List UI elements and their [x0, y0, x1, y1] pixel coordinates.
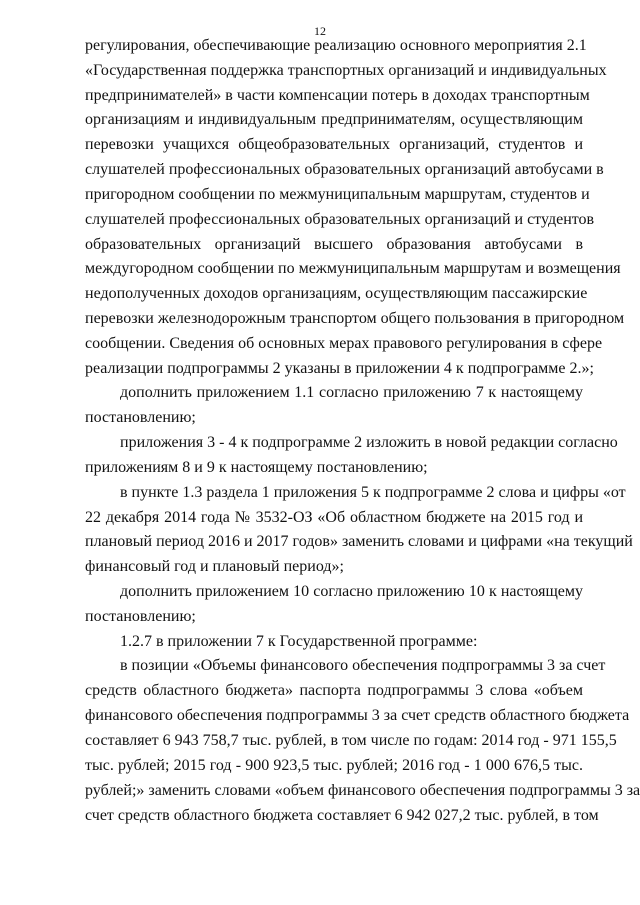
text-line: 1.2.7 в приложении 7 к Государственной программе:	[120, 633, 478, 650]
text-line: дополнить приложением 1.1 согласно приложению 7 к настоящему	[120, 384, 583, 401]
text-line: недополученных доходов организациям, осуществляющим пассажирские	[85, 285, 588, 302]
text-line: приложениям 8 и 9 к настоящему постановлению;	[85, 459, 428, 476]
text-line: финансового обеспечения подпрограммы 3 за счет средств областного бюджета	[85, 707, 630, 724]
text-line: предпринимателей» в части компенсации потерь в доходах транспортным	[85, 87, 590, 104]
text-line: средств областного бюджета» паспорта подпрограммы 3 слова «объем	[85, 682, 583, 699]
text-line: финансовый год и плановый период»;	[85, 558, 344, 575]
text-line: сообщении. Сведения об основных мерах правового регулирования в сфере	[85, 335, 603, 352]
text-line: слушателей профессиональных образовательных организаций и студентов	[85, 211, 595, 228]
text-line: тыс. рублей; 2015 год - 900 923,5 тыс. рублей; 2016 год - 1 000 676,5 тыс.	[85, 757, 583, 774]
text-line: в пункте 1.3 раздела 1 приложения 5 к подпрограмме 2 слова и цифры «от	[120, 484, 626, 501]
page-number: 12	[314, 24, 326, 38]
text-line: счет средств областного бюджета составляет 6 942 027,2 тыс. рублей, в том	[85, 807, 599, 824]
text-line: плановый период 2016 и 2017 годов» заменить словами и цифрами «на текущий	[85, 533, 633, 550]
text-line: «Государственная поддержка транспортных организаций и индивидуальных	[85, 62, 607, 79]
text-line: организациям и индивидуальным предпринимателям, осуществляющим	[85, 111, 583, 128]
text-line: перевозки учащихся общеобразовательных организаций, студентов и	[85, 136, 583, 153]
text-line: составляет 6 943 758,7 тыс. рублей, в том числе по годам: 2014 год - 971 155,5	[85, 732, 617, 749]
text-line: рублей;» заменить словами «объем финансового обеспечения подпрограммы 3 за	[85, 782, 640, 799]
text-line: реализации подпрограммы 2 указаны в приложении 4 к подпрограмме 2.»;	[85, 360, 594, 377]
text-line: образовательных организаций высшего образования автобусами в	[85, 236, 583, 253]
text-line: перевозки железнодорожным транспортом общего пользования в пригородном	[85, 310, 625, 327]
text-line: приложения 3 - 4 к подпрограмме 2 изложить в новой редакции согласно	[120, 434, 618, 451]
text-line: в позиции «Объемы финансового обеспечения подпрограммы 3 за счет	[120, 657, 606, 674]
text-line: 22 декабря 2014 года № 3532-ОЗ «Об областном бюджете на 2015 год и	[85, 509, 583, 526]
text-line: слушателей профессиональных образовательных организаций автобусами в	[85, 161, 604, 178]
text-line: постановлению;	[85, 608, 196, 625]
text-line: пригородном сообщении по межмуниципальным маршрутам, студентов и	[85, 186, 590, 203]
text-line: дополнить приложением 10 согласно приложению 10 к настоящему	[120, 583, 583, 600]
text-line: регулирования, обеспечивающие реализацию основного мероприятия 2.1	[85, 37, 587, 54]
text-line: постановлению;	[85, 409, 196, 426]
text-line: междугородном сообщении по межмуниципальным маршрутам и возмещения	[85, 260, 621, 277]
